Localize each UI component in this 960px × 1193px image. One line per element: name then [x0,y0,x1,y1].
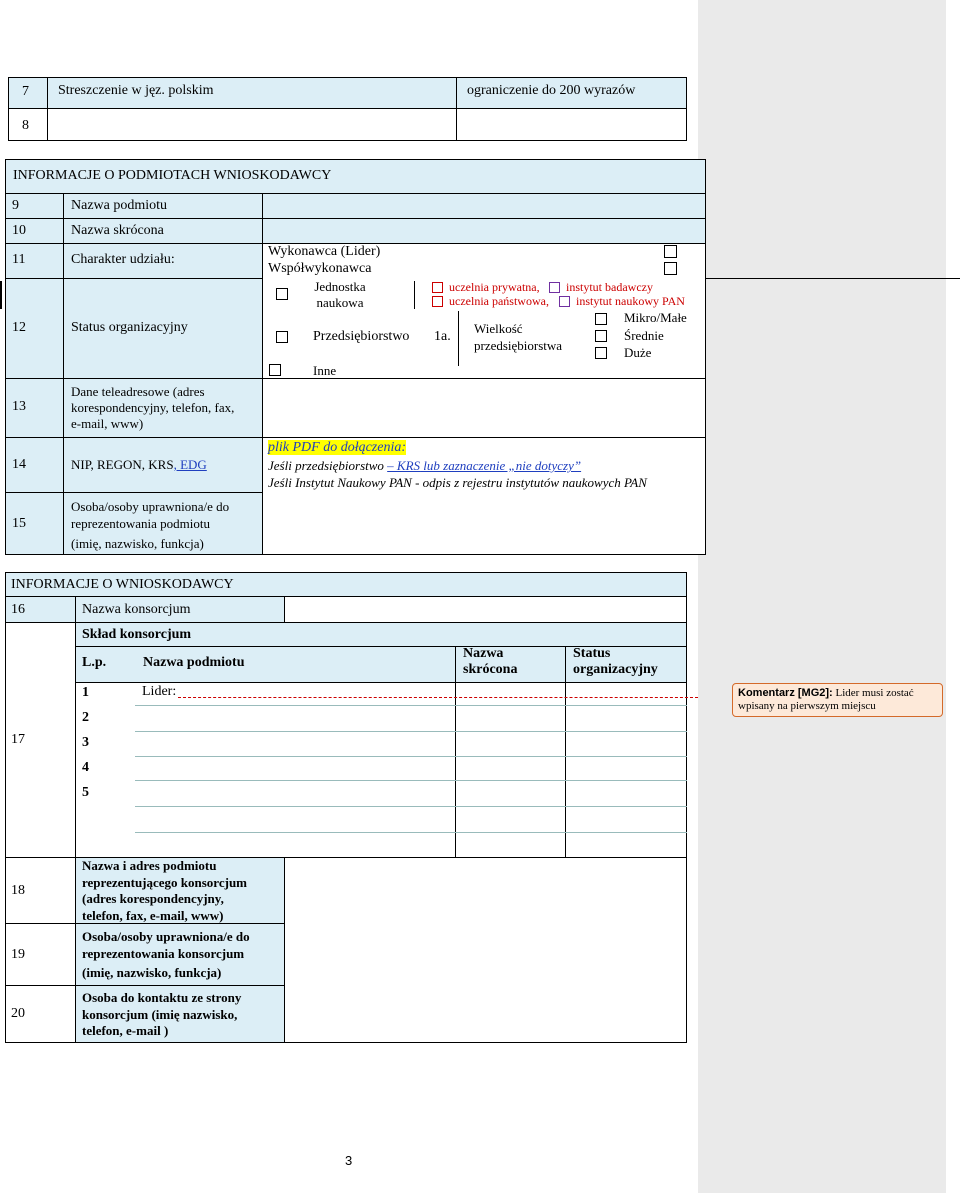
row-7-label: Streszczenie w jęz. polskim [58,83,214,98]
wielkosc-label: Wielkość przedsiębiorstwa [474,321,563,353]
row-14-number: 14 [12,457,26,472]
comment-author: Komentarz [MG2]: [738,687,833,699]
instytut-pan-checkbox[interactable] [559,296,570,307]
consortium-heading: INFORMACJE O WNIOSKODAWCY [11,577,234,592]
row-12-number: 12 [12,320,26,335]
mikro-checkbox[interactable] [595,313,607,325]
row-7-note: ograniczenie do 200 wyrazów [467,83,636,98]
pdf-line-2: Jeśli Instytut Naukowy PAN - odpis z rejestru instytutów naukowych PAN [268,475,647,490]
row-18-label: Nazwa i adres podmiotu reprezentującego konsorcjum (adres korespondencyjny, telefon, fax, e-mail, www) [82,858,248,923]
comment-connector [178,697,698,698]
option-wspolwykonawca: Współwykonawca [268,261,372,276]
comment-pane [698,0,946,1193]
option-lider: Wykonawca (Lider) [268,244,381,259]
member-4-number: 4 [82,760,89,775]
row-18-number: 18 [11,883,25,898]
member-2-number: 2 [82,710,89,725]
row-20-label: Osoba do kontaktu ze strony konsorcjum (imię nazwisko, telefon, e-mail ) [82,990,242,1038]
row-8-number: 8 [22,118,29,133]
row-12-label: Status organizacyjny [71,320,188,335]
mikro-label: Mikro/Małe [624,310,687,325]
row-13-label: Dane teleadresowe (adres korespondencyjny, telefon, fax, e-mail, www) [71,384,235,431]
row-16-number: 16 [11,602,25,617]
row-11-label: Charakter udziału: [71,252,175,267]
row-14-label: NIP, REGON, KRS, EDG [71,457,207,472]
member-3-number: 3 [82,735,89,750]
uczelnia-panstwowa-label: uczelnia państwowa, [449,294,549,308]
page-number: 3 [345,1153,353,1168]
jednostka-checkbox[interactable] [276,288,288,300]
instytut-badawczy-checkbox[interactable] [549,282,560,293]
change-bar [0,281,2,309]
comment-anchor-line [702,278,960,279]
row-11-number: 11 [12,252,26,267]
duze-checkbox[interactable] [595,347,607,359]
row-10-number: 10 [12,223,26,238]
uczelnia-prywatna-checkbox[interactable] [432,282,443,293]
instytut-pan-label: instytut naukowy PAN [576,294,685,308]
row-17-number: 17 [11,732,25,747]
comment-balloon[interactable] [732,683,943,717]
comment-text-2: wpisany na pierwszym miejscu [738,700,876,712]
instytut-badawczy-label: instytut badawczy [566,280,653,294]
row-9-number: 9 [12,198,19,213]
sklad-label: Skład konsorcjum [82,627,192,642]
col-nazwa-skrocona: Nazwa skrócona [463,646,518,677]
comment-text-1: Lider musi zostać [832,687,914,699]
srednie-label: Średnie [624,328,664,343]
pdf-note: plik PDF do dołączenia: [268,440,407,455]
row-19-label: Osoba/osoby uprawniona/e do reprezentowania konsorcjum (imię, nazwisko, funkcja) [82,929,250,980]
inne-checkbox[interactable] [269,364,281,376]
row-13-number: 13 [12,399,26,414]
inne-label: Inne [313,363,337,378]
member-5-number: 5 [82,785,89,800]
row-15-number: 15 [12,516,26,531]
przedsiebiorstwo-checkbox[interactable] [276,331,288,343]
wspolwykonawca-checkbox[interactable] [664,262,677,275]
row-19-number: 19 [11,947,25,962]
row-7-number: 7 [22,84,29,99]
lider-checkbox[interactable] [664,245,677,258]
row-9-label: Nazwa podmiotu [71,198,168,213]
row-15-label: Osoba/osoby uprawniona/e do reprezentowania podmiotu (imię, nazwisko, funkcja) [71,499,230,551]
pdf-line-1: Jeśli przedsiębiorstwo – KRS lub zaznaczenie „nie dotyczy” [268,458,582,473]
lider-label: Lider: [142,684,177,699]
col-lp: L.p. [82,655,107,670]
applicants-heading: INFORMACJE O PODMIOTACH WNIOSKODAWCY [13,168,332,183]
row-16-label: Nazwa konsorcjum [82,602,191,617]
member-1-number: 1 [82,685,89,700]
col-status: Status organizacyjny [573,646,658,677]
uczelnia-panstwowa-checkbox[interactable] [432,296,443,307]
row-8 [8,108,687,141]
przedsiebiorstwo-label: Przedsiębiorstwo [313,329,410,344]
ref-1a: 1a. [434,329,451,344]
col-nazwa-podmiotu: Nazwa podmiotu [143,655,245,670]
duze-label: Duże [624,345,652,360]
srednie-checkbox[interactable] [595,330,607,342]
uczelnia-prywatna-label: uczelnia prywatna, [449,280,540,294]
row-20-number: 20 [11,1006,25,1021]
row-10-label: Nazwa skrócona [71,223,164,238]
jednostka-label: Jednostka naukowa [314,279,366,310]
